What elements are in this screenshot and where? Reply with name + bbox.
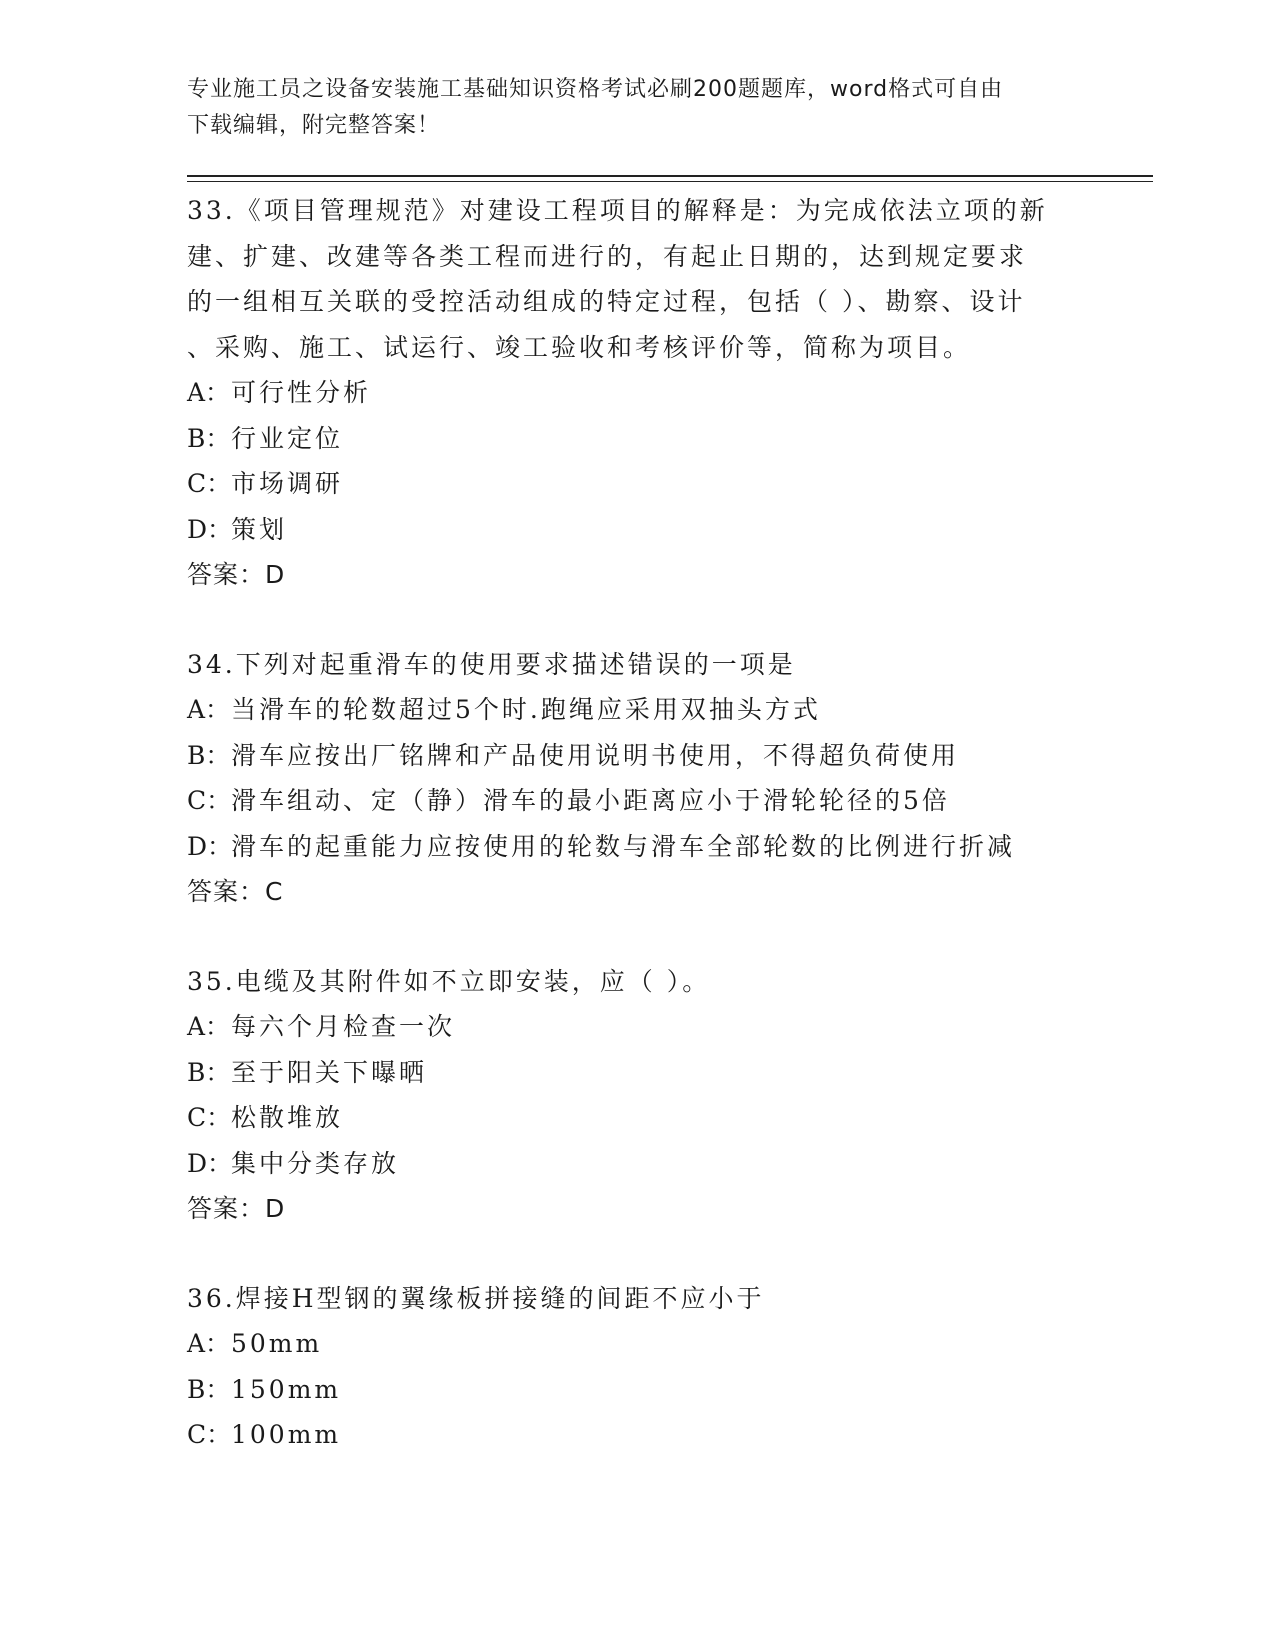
option-c xyxy=(187,778,1087,824)
option-key: A： xyxy=(187,1329,231,1358)
option-text: 当滑车的轮数超过5个时.跑绳应采用双抽头方式 xyxy=(231,695,821,724)
question-33 xyxy=(187,188,1087,598)
option-key: B： xyxy=(187,740,231,770)
option-text: 150mm xyxy=(231,1374,342,1404)
option-c xyxy=(187,1412,1087,1458)
option-d xyxy=(187,824,1087,870)
option-key: C： xyxy=(187,1103,232,1132)
option-key: B： xyxy=(187,423,231,453)
option-text: 行业定位 xyxy=(231,423,344,453)
header-divider-thick xyxy=(187,175,1153,177)
option-text: 市场调研 xyxy=(231,469,344,498)
option-text: 滑车的起重能力应按使用的轮数与滑车全部轮数的比例进行折减 xyxy=(231,831,1016,861)
option-d xyxy=(187,1141,1087,1187)
question-35 xyxy=(187,959,1087,1232)
option-text: 每六个月检查一次 xyxy=(231,1012,456,1041)
option-key: A： xyxy=(187,1012,231,1041)
option-key: B： xyxy=(187,1057,231,1087)
option-text: 50mm xyxy=(231,1329,323,1358)
question-stem-line: 、采购、施工、试运行、竣工验收和考核评价等，简称为项目。 xyxy=(187,332,972,362)
option-b xyxy=(187,733,1087,779)
option-key: C： xyxy=(187,786,232,815)
option-text: 100mm xyxy=(231,1420,342,1449)
question-stem-line: 34.下列对起重滑车的使用要求描述错误的一项是 xyxy=(187,649,796,679)
option-d xyxy=(187,507,1087,553)
option-c xyxy=(187,461,1087,507)
option-c xyxy=(187,1095,1087,1141)
header-line-1: 专业施工员之设备安装施工基础知识资格考试必刷200题题库，word格式可自由 xyxy=(187,77,1004,102)
option-text: 策划 xyxy=(231,514,288,544)
option-a xyxy=(187,1321,1087,1367)
option-text: 可行性分析 xyxy=(231,378,372,407)
questions-list xyxy=(187,188,1087,1502)
option-a xyxy=(187,687,1087,733)
answer-line: 答案：D xyxy=(187,560,286,589)
option-key: C： xyxy=(187,469,232,498)
question-stem-line: 35.电缆及其附件如不立即安装，应（ ）。 xyxy=(187,966,711,996)
question-stem-line: 的一组相互关联的受控活动组成的特定过程，包括（ ）、勘察、设计 xyxy=(187,287,1026,316)
option-key: D： xyxy=(187,1148,233,1178)
option-key: A： xyxy=(187,695,231,724)
header-line-2: 下载编辑，附完整答案！ xyxy=(187,113,441,138)
question-stem-line: 33.《项目管理规范》对建设工程项目的解释是：为完成依法立项的新 xyxy=(187,196,1048,225)
option-b xyxy=(187,416,1087,462)
question-stem-line: 36.焊接H型钢的翼缘板拼接缝的间距不应小于 xyxy=(187,1283,765,1313)
answer-line: 答案：D xyxy=(187,1194,286,1223)
header-divider-thin xyxy=(187,181,1153,182)
option-key: A： xyxy=(187,378,231,407)
option-text: 集中分类存放 xyxy=(231,1148,400,1178)
option-key: C： xyxy=(187,1420,232,1449)
option-b xyxy=(187,1367,1087,1413)
document-header xyxy=(187,72,1087,144)
question-stem-line: 建、扩建、改建等各类工程而进行的，有起止日期的，达到规定要求 xyxy=(187,241,1028,271)
option-b xyxy=(187,1050,1087,1096)
question-36 xyxy=(187,1276,1087,1458)
option-a xyxy=(187,370,1087,416)
option-key: D： xyxy=(187,514,233,544)
option-a xyxy=(187,1004,1087,1050)
option-text: 松散堆放 xyxy=(231,1103,344,1132)
option-key: D： xyxy=(187,831,233,861)
answer-line: 答案：C xyxy=(187,877,284,906)
option-key: B： xyxy=(187,1374,231,1404)
option-text: 滑车应按出厂铭牌和产品使用说明书使用，不得超负荷使用 xyxy=(231,740,960,770)
option-text: 至于阳关下曝晒 xyxy=(231,1057,428,1087)
option-text: 滑车组动、定（静）滑车的最小距离应小于滑轮轮径的5倍 xyxy=(231,786,950,815)
question-34 xyxy=(187,642,1087,915)
